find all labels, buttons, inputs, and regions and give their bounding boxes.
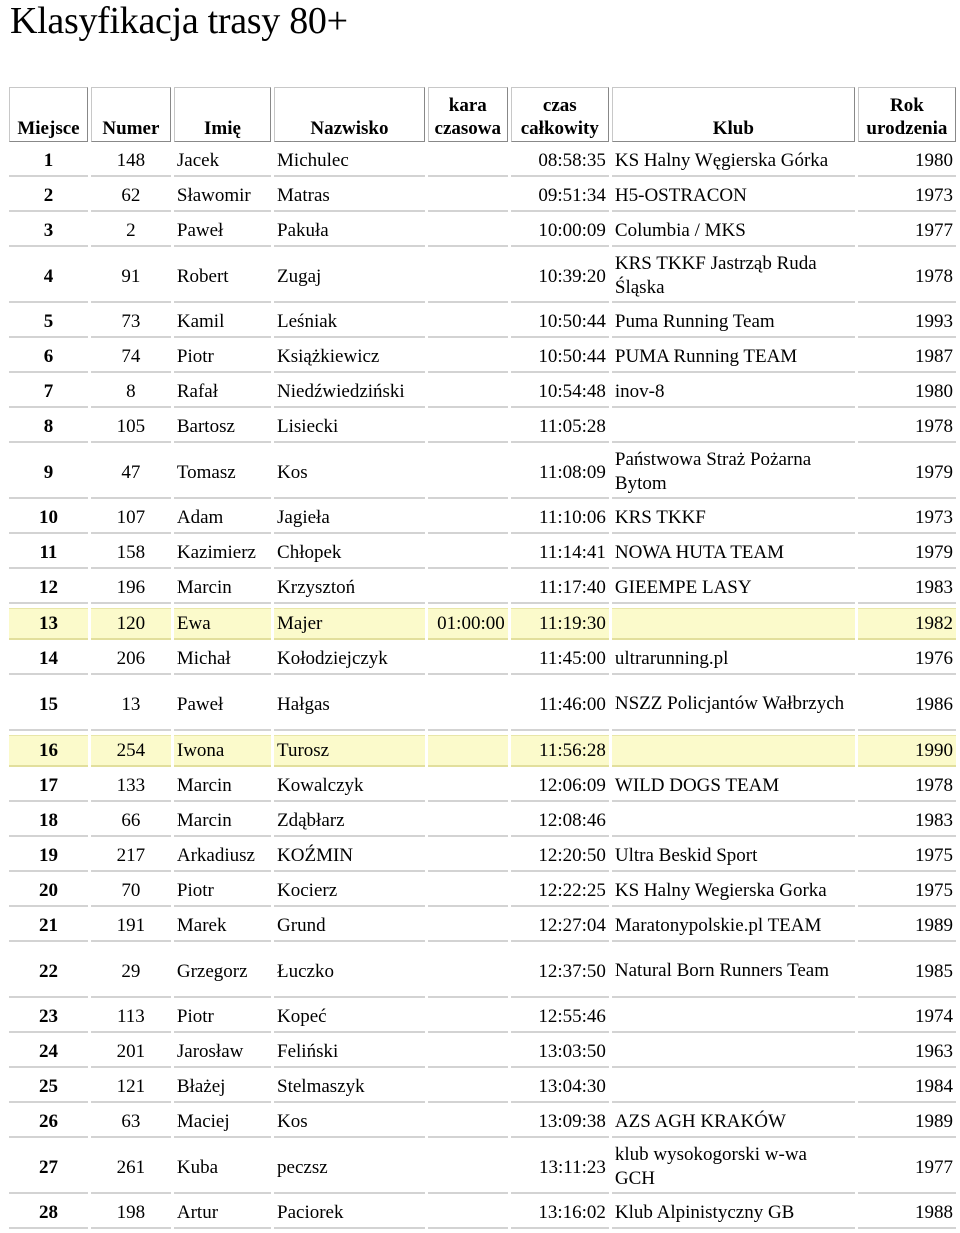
cell-place: 3 — [9, 216, 88, 247]
cell-last-name: Książkiewicz — [274, 342, 425, 373]
cell-number: 191 — [91, 911, 171, 942]
cell-club — [612, 735, 855, 767]
cell-birth-year: 1973 — [858, 503, 956, 534]
cell-penalty — [428, 771, 508, 802]
cell-club — [612, 1002, 855, 1033]
cell-penalty — [428, 1072, 508, 1103]
cell-number: 201 — [91, 1037, 171, 1068]
cell-number: 133 — [91, 771, 171, 802]
cell-last-name: Zdąbłarz — [274, 806, 425, 837]
cell-penalty — [428, 181, 508, 212]
cell-birth-year: 1982 — [858, 608, 956, 640]
cell-last-name: Chłopek — [274, 538, 425, 569]
cell-birth-year: 1988 — [858, 1198, 956, 1229]
cell-last-name: Kowalczyk — [274, 771, 425, 802]
cell-total-time: 13:11:23 — [511, 1142, 609, 1194]
table-row — [9, 1037, 956, 1068]
table-row — [9, 679, 956, 731]
cell-club: Klub Alpinistyczny GB — [612, 1198, 855, 1229]
header-penalty — [428, 87, 508, 142]
cell-last-name: peczsz — [274, 1142, 425, 1194]
cell-total-time: 13:03:50 — [511, 1037, 609, 1068]
cell-last-name: Kołodziejczyk — [274, 644, 425, 675]
cell-penalty: 01:00:00 — [428, 608, 508, 640]
cell-place: 9 — [9, 447, 88, 499]
cell-first-name: Tomasz — [174, 447, 271, 499]
cell-last-name: Grund — [274, 911, 425, 942]
cell-birth-year: 1978 — [858, 251, 956, 303]
cell-birth-year: 1963 — [858, 1037, 956, 1068]
cell-total-time: 12:06:09 — [511, 771, 609, 802]
cell-total-time: 08:58:35 — [511, 146, 609, 177]
cell-first-name: Sławomir — [174, 181, 271, 212]
cell-birth-year: 1973 — [858, 181, 956, 212]
cell-birth-year: 1979 — [858, 447, 956, 499]
cell-last-name: Hałgas — [274, 679, 425, 731]
cell-penalty — [428, 307, 508, 338]
cell-penalty — [428, 538, 508, 569]
cell-total-time: 10:39:20 — [511, 251, 609, 303]
cell-number: 66 — [91, 806, 171, 837]
cell-birth-year: 1980 — [858, 146, 956, 177]
cell-last-name: Jagieła — [274, 503, 425, 534]
cell-club: KRS TKKF — [612, 503, 855, 534]
cell-total-time: 12:55:46 — [511, 1002, 609, 1033]
cell-club — [612, 1037, 855, 1068]
cell-birth-year: 1977 — [858, 1142, 956, 1194]
cell-club: H5-OSTRACON — [612, 181, 855, 212]
table-row — [9, 447, 956, 499]
cell-place: 7 — [9, 377, 88, 408]
cell-penalty — [428, 911, 508, 942]
cell-club: NSZZ Policjantów Wałbrzych — [612, 679, 855, 731]
cell-penalty — [428, 503, 508, 534]
table-row — [9, 538, 956, 569]
header-total-time-label: czas całkowity — [520, 95, 599, 139]
cell-penalty — [428, 412, 508, 443]
cell-place: 27 — [9, 1142, 88, 1194]
cell-first-name: Rafał — [174, 377, 271, 408]
cell-first-name: Piotr — [174, 1002, 271, 1033]
cell-last-name: Zugaj — [274, 251, 425, 303]
cell-first-name: Kamil — [174, 307, 271, 338]
cell-club: WILD DOGS TEAM — [612, 771, 855, 802]
cell-first-name: Adam — [174, 503, 271, 534]
cell-last-name: Kos — [274, 1107, 425, 1138]
cell-birth-year: 1983 — [858, 806, 956, 837]
cell-last-name: Matras — [274, 181, 425, 212]
cell-birth-year: 1977 — [858, 216, 956, 247]
cell-penalty — [428, 1142, 508, 1194]
cell-number: 198 — [91, 1198, 171, 1229]
table-row — [9, 342, 956, 373]
cell-penalty — [428, 735, 508, 767]
cell-place: 16 — [9, 735, 88, 767]
cell-total-time: 10:00:09 — [511, 216, 609, 247]
cell-number: 121 — [91, 1072, 171, 1103]
cell-place: 2 — [9, 181, 88, 212]
cell-total-time: 10:50:44 — [511, 342, 609, 373]
cell-place: 15 — [9, 679, 88, 731]
cell-total-time: 13:16:02 — [511, 1198, 609, 1229]
cell-penalty — [428, 573, 508, 604]
cell-first-name: Paweł — [174, 216, 271, 247]
cell-birth-year: 1974 — [858, 1002, 956, 1033]
cell-place: 11 — [9, 538, 88, 569]
cell-penalty — [428, 806, 508, 837]
cell-first-name: Bartosz — [174, 412, 271, 443]
cell-number: 113 — [91, 1002, 171, 1033]
cell-penalty — [428, 841, 508, 872]
cell-club: KS Halny Węgierska Górka — [612, 146, 855, 177]
table-row — [9, 1107, 956, 1138]
cell-last-name: Kopeć — [274, 1002, 425, 1033]
page-title: Klasyfikacja trasy 80+ — [10, 0, 348, 42]
cell-birth-year: 1993 — [858, 307, 956, 338]
cell-club — [612, 806, 855, 837]
cell-club — [612, 608, 855, 640]
cell-club: GIEEMPE LASY — [612, 573, 855, 604]
cell-club: Columbia / MKS — [612, 216, 855, 247]
table-row — [9, 644, 956, 675]
results-body — [9, 146, 956, 1229]
cell-first-name: Iwona — [174, 735, 271, 767]
cell-number: 70 — [91, 876, 171, 907]
cell-total-time: 11:46:00 — [511, 679, 609, 731]
cell-birth-year: 1976 — [858, 644, 956, 675]
cell-birth-year: 1990 — [858, 735, 956, 767]
cell-number: 254 — [91, 735, 171, 767]
cell-total-time: 12:37:50 — [511, 946, 609, 998]
table-row — [9, 946, 956, 998]
cell-last-name: Łuczko — [274, 946, 425, 998]
cell-first-name: Jacek — [174, 146, 271, 177]
cell-number: 8 — [91, 377, 171, 408]
cell-penalty — [428, 146, 508, 177]
cell-birth-year: 1983 — [858, 573, 956, 604]
cell-first-name: Artur — [174, 1198, 271, 1229]
cell-club: NOWA HUTA TEAM — [612, 538, 855, 569]
cell-place: 4 — [9, 251, 88, 303]
cell-birth-year: 1978 — [858, 771, 956, 802]
header-total-time — [511, 87, 609, 142]
cell-place: 22 — [9, 946, 88, 998]
cell-first-name: Marek — [174, 911, 271, 942]
table-row — [9, 377, 956, 408]
cell-total-time: 11:45:00 — [511, 644, 609, 675]
table-row — [9, 1142, 956, 1194]
cell-total-time: 12:20:50 — [511, 841, 609, 872]
cell-penalty — [428, 342, 508, 373]
cell-number: 206 — [91, 644, 171, 675]
table-row — [9, 1002, 956, 1033]
cell-penalty — [428, 377, 508, 408]
header-row — [9, 87, 956, 142]
cell-place: 24 — [9, 1037, 88, 1068]
cell-first-name: Marcin — [174, 573, 271, 604]
cell-birth-year: 1978 — [858, 412, 956, 443]
cell-birth-year: 1986 — [858, 679, 956, 731]
cell-total-time: 13:09:38 — [511, 1107, 609, 1138]
cell-number: 261 — [91, 1142, 171, 1194]
cell-total-time: 11:05:28 — [511, 412, 609, 443]
cell-total-time: 12:27:04 — [511, 911, 609, 942]
cell-total-time: 11:17:40 — [511, 573, 609, 604]
cell-first-name: Piotr — [174, 342, 271, 373]
table-row — [9, 251, 956, 303]
table-row — [9, 181, 956, 212]
cell-total-time: 11:14:41 — [511, 538, 609, 569]
cell-club: ultrarunning.pl — [612, 644, 855, 675]
cell-first-name: Kuba — [174, 1142, 271, 1194]
cell-last-name: KOŹMIN — [274, 841, 425, 872]
cell-total-time: 11:08:09 — [511, 447, 609, 499]
cell-club: PUMA Running TEAM — [612, 342, 855, 373]
cell-first-name: Robert — [174, 251, 271, 303]
cell-penalty — [428, 447, 508, 499]
table-row — [9, 146, 956, 177]
cell-place: 8 — [9, 412, 88, 443]
cell-penalty — [428, 1198, 508, 1229]
cell-penalty — [428, 1107, 508, 1138]
table-row — [9, 412, 956, 443]
cell-number: 13 — [91, 679, 171, 731]
cell-number: 47 — [91, 447, 171, 499]
cell-number: 74 — [91, 342, 171, 373]
cell-first-name: Ewa — [174, 608, 271, 640]
cell-first-name: Grzegorz — [174, 946, 271, 998]
cell-penalty — [428, 946, 508, 998]
cell-number: 2 — [91, 216, 171, 247]
cell-birth-year: 1975 — [858, 841, 956, 872]
cell-club — [612, 1072, 855, 1103]
table-row — [9, 1072, 956, 1103]
cell-last-name: Paciorek — [274, 1198, 425, 1229]
cell-place: 13 — [9, 608, 88, 640]
header-place: Miejsce — [9, 87, 88, 142]
cell-place: 25 — [9, 1072, 88, 1103]
cell-penalty — [428, 216, 508, 247]
cell-penalty — [428, 1037, 508, 1068]
cell-penalty — [428, 251, 508, 303]
cell-total-time: 11:10:06 — [511, 503, 609, 534]
cell-club: Maratonypolskie.pl TEAM — [612, 911, 855, 942]
cell-total-time: 10:54:48 — [511, 377, 609, 408]
cell-first-name: Marcin — [174, 806, 271, 837]
cell-club: KS Halny Wegierska Gorka — [612, 876, 855, 907]
cell-place: 1 — [9, 146, 88, 177]
cell-club: klub wysokogorski w-wa GCH — [612, 1142, 855, 1194]
header-number: Numer — [91, 87, 171, 142]
cell-club: Ultra Beskid Sport — [612, 841, 855, 872]
cell-place: 19 — [9, 841, 88, 872]
cell-last-name: Pakuła — [274, 216, 425, 247]
table-row — [9, 608, 956, 640]
cell-last-name: Turosz — [274, 735, 425, 767]
cell-number: 91 — [91, 251, 171, 303]
cell-last-name: Lisiecki — [274, 412, 425, 443]
cell-last-name: Michulec — [274, 146, 425, 177]
cell-place: 21 — [9, 911, 88, 942]
cell-number: 158 — [91, 538, 171, 569]
cell-birth-year: 1980 — [858, 377, 956, 408]
cell-club: inov-8 — [612, 377, 855, 408]
cell-place: 14 — [9, 644, 88, 675]
cell-last-name: Kos — [274, 447, 425, 499]
cell-first-name: Jarosław — [174, 1037, 271, 1068]
cell-club — [612, 412, 855, 443]
cell-penalty — [428, 644, 508, 675]
table-row — [9, 771, 956, 802]
cell-first-name: Maciej — [174, 1107, 271, 1138]
cell-total-time: 11:19:30 — [511, 608, 609, 640]
cell-place: 6 — [9, 342, 88, 373]
cell-number: 217 — [91, 841, 171, 872]
cell-birth-year: 1975 — [858, 876, 956, 907]
cell-place: 28 — [9, 1198, 88, 1229]
cell-birth-year: 1987 — [858, 342, 956, 373]
cell-place: 18 — [9, 806, 88, 837]
cell-number: 62 — [91, 181, 171, 212]
table-row — [9, 841, 956, 872]
cell-penalty — [428, 679, 508, 731]
cell-number: 73 — [91, 307, 171, 338]
cell-total-time: 12:22:25 — [511, 876, 609, 907]
table-row — [9, 806, 956, 837]
cell-club: Państwowa Straż Pożarna Bytom — [612, 447, 855, 499]
cell-last-name: Kocierz — [274, 876, 425, 907]
cell-first-name: Michał — [174, 644, 271, 675]
cell-place: 17 — [9, 771, 88, 802]
cell-birth-year: 1985 — [858, 946, 956, 998]
cell-place: 26 — [9, 1107, 88, 1138]
cell-penalty — [428, 876, 508, 907]
cell-place: 12 — [9, 573, 88, 604]
cell-birth-year: 1989 — [858, 1107, 956, 1138]
cell-birth-year: 1979 — [858, 538, 956, 569]
cell-last-name: Stelmaszyk — [274, 1072, 425, 1103]
cell-club: AZS AGH KRAKÓW — [612, 1107, 855, 1138]
cell-last-name: Leśniak — [274, 307, 425, 338]
cell-first-name: Paweł — [174, 679, 271, 731]
cell-total-time: 13:04:30 — [511, 1072, 609, 1103]
cell-club: KRS TKKF Jastrząb Ruda Śląska — [612, 251, 855, 303]
cell-place: 10 — [9, 503, 88, 534]
cell-last-name: Krzysztoń — [274, 573, 425, 604]
cell-number: 29 — [91, 946, 171, 998]
cell-number: 107 — [91, 503, 171, 534]
cell-number: 105 — [91, 412, 171, 443]
cell-total-time: 11:56:28 — [511, 735, 609, 767]
header-first-name: Imię — [174, 87, 271, 142]
cell-club: Puma Running Team — [612, 307, 855, 338]
cell-place: 20 — [9, 876, 88, 907]
table-row — [9, 911, 956, 942]
table-row — [9, 876, 956, 907]
cell-last-name: Feliński — [274, 1037, 425, 1068]
table-row — [9, 216, 956, 247]
header-last-name: Nazwisko — [274, 87, 425, 142]
header-club: Klub — [612, 87, 855, 142]
cell-first-name: Błażej — [174, 1072, 271, 1103]
cell-first-name: Kazimierz — [174, 538, 271, 569]
cell-total-time: 09:51:34 — [511, 181, 609, 212]
cell-number: 196 — [91, 573, 171, 604]
cell-place: 5 — [9, 307, 88, 338]
table-row — [9, 503, 956, 534]
cell-club: Natural Born Runners Team — [612, 946, 855, 998]
header-birth-year — [858, 87, 956, 142]
cell-number: 120 — [91, 608, 171, 640]
results-table — [6, 83, 959, 1233]
cell-penalty — [428, 1002, 508, 1033]
cell-last-name: Niedźwiedziński — [274, 377, 425, 408]
cell-first-name: Marcin — [174, 771, 271, 802]
cell-last-name: Majer — [274, 608, 425, 640]
cell-number: 148 — [91, 146, 171, 177]
cell-place: 23 — [9, 1002, 88, 1033]
header-birth-year-label: Rok urodzenia — [866, 95, 948, 139]
cell-total-time: 10:50:44 — [511, 307, 609, 338]
cell-first-name: Arkadiusz — [174, 841, 271, 872]
header-penalty-label: kara czasowa — [434, 95, 501, 139]
table-row — [9, 1198, 956, 1229]
cell-birth-year: 1984 — [858, 1072, 956, 1103]
cell-birth-year: 1989 — [858, 911, 956, 942]
cell-total-time: 12:08:46 — [511, 806, 609, 837]
cell-first-name: Piotr — [174, 876, 271, 907]
table-row — [9, 735, 956, 767]
table-row — [9, 307, 956, 338]
table-row — [9, 573, 956, 604]
cell-number: 63 — [91, 1107, 171, 1138]
